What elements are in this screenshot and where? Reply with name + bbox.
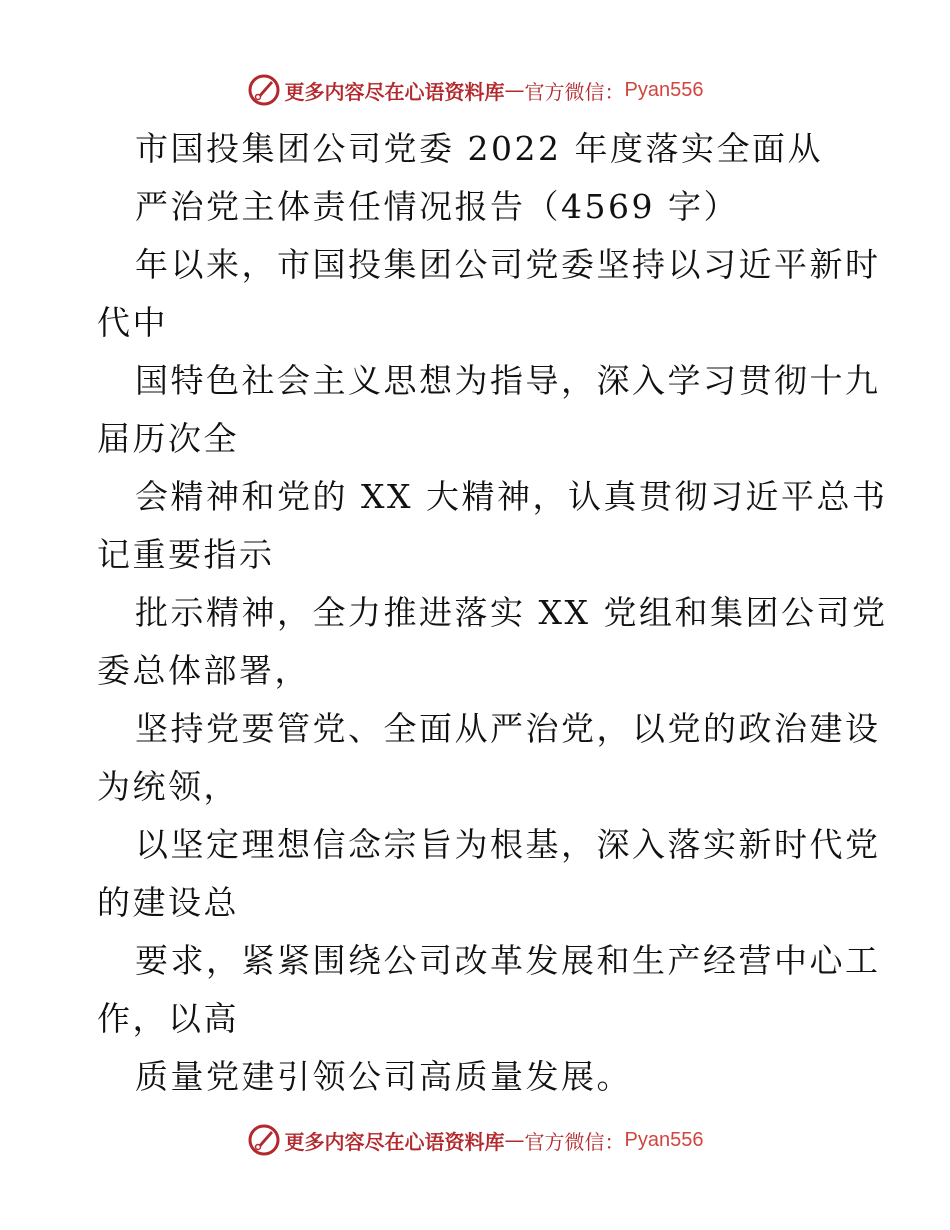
- quill-logo-icon: [247, 73, 281, 107]
- banner-main-text: 更多内容尽在心语资料库: [284, 1129, 505, 1154]
- body-line: 年以来，市国投集团公司党委坚持以习近平新时: [135, 245, 881, 284]
- banner-wechat-id: Pyan556: [624, 78, 704, 101]
- quill-logo-icon: [247, 1123, 281, 1157]
- banner-wechat-id: Pyan556: [624, 1128, 704, 1151]
- body-line: 为统领，: [97, 767, 239, 806]
- banner-sub-text: 官方微信：: [524, 1129, 625, 1154]
- banner-separator: —: [504, 1128, 525, 1152]
- body-line: 作，以高: [97, 999, 239, 1038]
- banner-main-text: 更多内容尽在心语资料库: [284, 79, 505, 104]
- document-title-line-1: 市国投集团公司党委 2022 年度落实全面从: [135, 129, 823, 168]
- footer-banner: [0, 1120, 950, 1160]
- body-line: 要求，紧紧围绕公司改革发展和生产经营中心工: [135, 941, 881, 980]
- banner-separator: —: [504, 78, 525, 102]
- header-banner: [0, 70, 950, 110]
- body-line: 坚持党要管党、全面从严治党，以党的政治建设: [135, 709, 881, 748]
- document-title-line-2: 严治党主体责任情况报告（4569 字）: [135, 187, 739, 226]
- body-line: 国特色社会主义思想为指导，深入学习贯彻十九: [135, 361, 881, 400]
- body-line: 代中: [97, 303, 168, 342]
- body-line: 的建设总: [97, 883, 239, 922]
- body-line: 质量党建引领公司高质量发展。: [135, 1057, 632, 1096]
- body-line: 会精神和党的 XX 大精神，认真贯彻习近平总书: [135, 477, 888, 516]
- document-body: [97, 120, 887, 1106]
- body-line: 记重要指示: [97, 535, 275, 574]
- banner-sub-text: 官方微信：: [524, 79, 625, 104]
- body-line: 届历次全: [97, 419, 239, 458]
- body-line: 以坚定理想信念宗旨为根基，深入落实新时代党: [135, 825, 881, 864]
- body-line: 批示精神，全力推进落实 XX 党组和集团公司党: [135, 593, 888, 632]
- body-line: 委总体部署，: [97, 651, 310, 690]
